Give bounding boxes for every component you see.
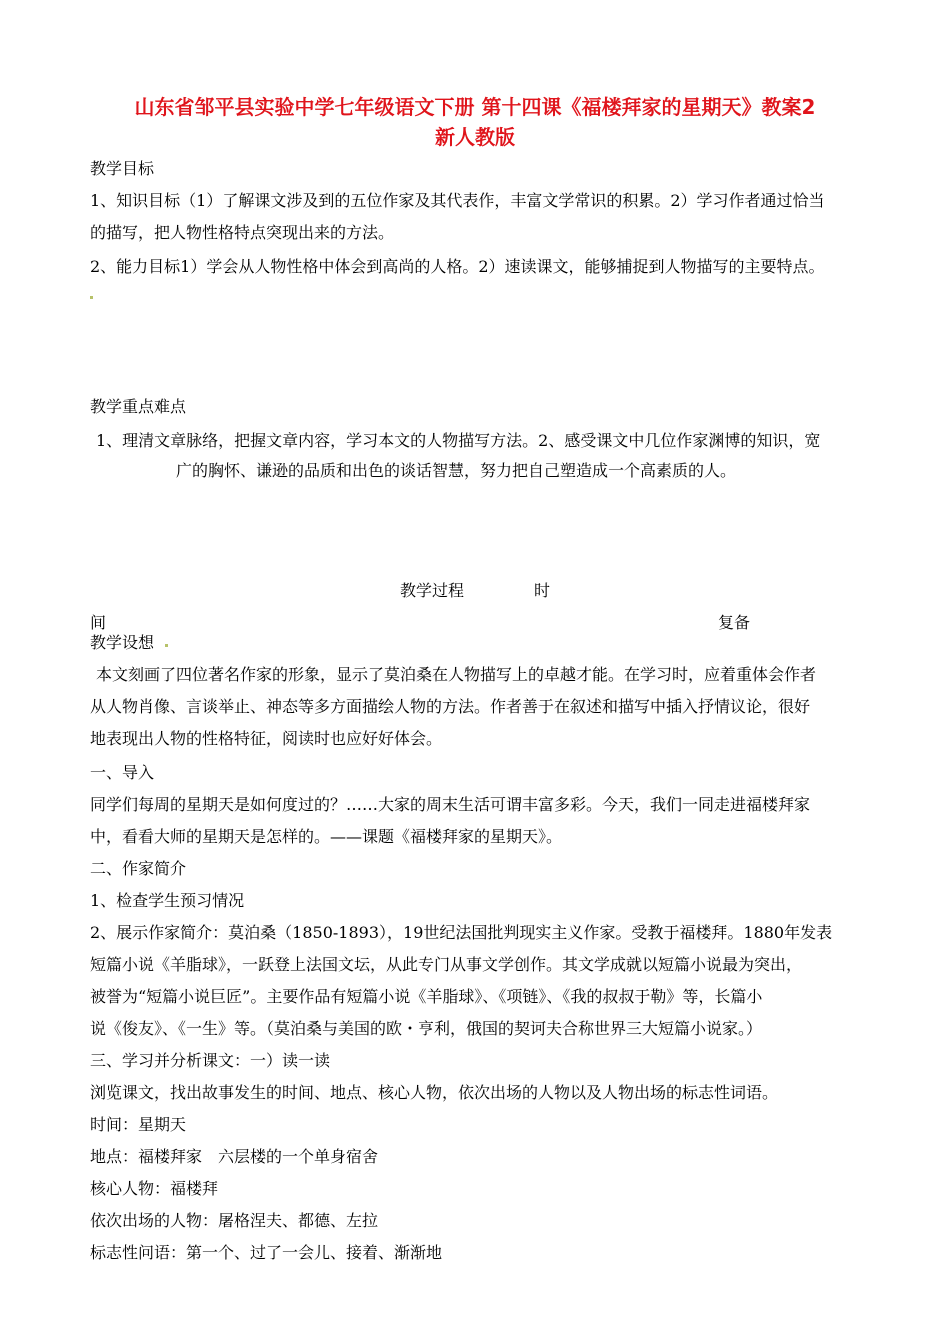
key-points-heading: 教学重点难点 (90, 397, 187, 416)
section3-core: 核心人物：福楼拜 (90, 1179, 219, 1198)
section2-item1: 1、检查学生预习情况 (90, 891, 245, 910)
time-label-part2: 间 (90, 613, 107, 632)
scan-speck (90, 296, 93, 299)
process-heading: 教学过程 (400, 581, 465, 600)
title-line-1: 山东省邹平县实验中学七年级语文下册 第十四课《福楼拜家的星期天》教案2 (134, 95, 816, 119)
section3-instruction: 浏览课文，找出故事发生的时间、地点、核心人物，依次出场的人物以及人物出场的标志性词语。 (90, 1083, 779, 1102)
key-points-line2: 广的胸怀、谦逊的品质和出色的谈话智慧，努力把自己塑造成一个高素质的人。 (176, 461, 737, 480)
objectives-item1-line2: 的描写，把人物性格特点突现出来的方法。 (90, 223, 395, 242)
section2-item2-line4: 说《俊友》、《一生》等。（莫泊桑与美国的欧・亨利，俄国的契诃夫合称世界三大短篇小说家。） (90, 1019, 763, 1038)
objectives-heading: 教学目标 (90, 159, 155, 178)
section1-heading: 一、导入 (90, 763, 155, 782)
section1-line2: 中，看看大师的星期天是怎样的。——课题《福楼拜家的星期天》。 (90, 827, 563, 846)
section3-order: 依次出场的人物：屠格涅夫、都德、左拉 (90, 1211, 379, 1230)
design-line3: 地表现出人物的性格特征，阅读时也应好好体会。 (90, 729, 443, 748)
design-line2: 从人物肖像、言谈举止、神态等多方面描绘人物的方法。作者善于在叙述和描写中插入抒情议论，很好 (90, 697, 811, 716)
section3-markers: 标志性问语：第一个、过了一会儿、接着、渐渐地 (90, 1243, 443, 1262)
section1-line1: 同学们每周的星期天是如何度过的？……大家的周末生活可谓丰富多彩。今天，我们一同走进福楼拜家 (90, 795, 811, 814)
section2-item2-line3: 被誉为“短篇小说巨匠”。主要作品有短篇小说《羊脂球》、《项链》、《我的叔叔于勒》等，长篇小 (90, 987, 763, 1006)
design-heading: 教学设想 (90, 633, 155, 652)
section2-heading: 二、作家简介 (90, 859, 187, 878)
objectives-item1-line1: 1、知识目标（1）了解课文涉及到的五位作家及其代表作，丰富文学常识的积累。2）学习作者通过恰当 (90, 191, 825, 210)
key-points-line1: 1、理清文章脉络，把握文章内容，学习本文的人物描写方法。2、感受课文中几位作家渊博的知识，宽 (96, 431, 821, 450)
design-line1: 本文刻画了四位著名作家的形象，显示了莫泊桑在人物描写上的卓越才能。在学习时，应着重体会作者 (96, 665, 817, 684)
scan-speck (165, 644, 168, 647)
document-title (80, 92, 870, 152)
section3-place: 地点：福楼拜家 六层楼的一个单身宿舍 (90, 1147, 379, 1166)
title-line-2: 新人教版 (435, 125, 515, 149)
review-label: 复备 (718, 613, 751, 632)
time-label-part1: 时 (534, 581, 551, 600)
section3-heading: 三、学习并分析课文：一）读一读 (90, 1051, 331, 1070)
section3-time: 时间：星期天 (90, 1115, 187, 1134)
section2-item2-line2: 短篇小说《羊脂球》，一跃登上法国文坛，从此专门从事文学创作。其文学成就以短篇小说最为突出， (90, 955, 803, 974)
section2-item2-line1: 2、展示作家简介：莫泊桑（1850-1893），19世纪法国批判现实主义作家。受教于福楼拜。1880年发表 (90, 923, 833, 942)
objectives-item2: 2、能力目标1）学会从人物性格中体会到高尚的人格。2）速读课文，能够捕捉到人物描写的主要特点。 (90, 257, 825, 276)
